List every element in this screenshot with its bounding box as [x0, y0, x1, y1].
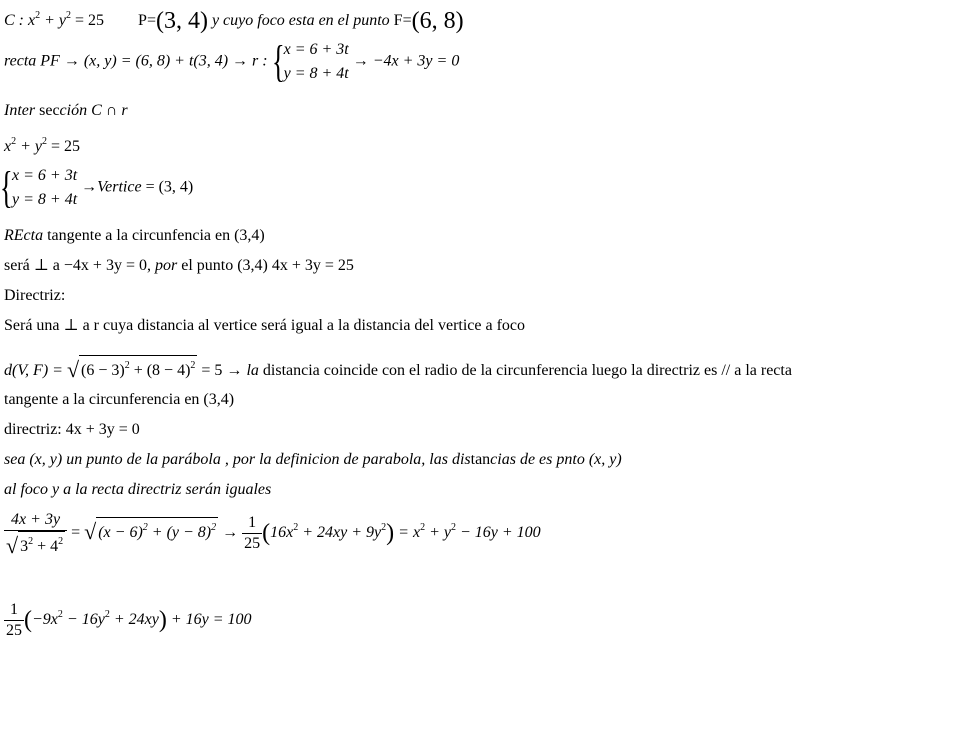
- recta-text: tangente a la circunfencia en (3,4): [43, 227, 265, 244]
- system-row: y = 8 + 4t: [12, 191, 78, 208]
- line-al-foco: [4, 480, 271, 500]
- vertice-value: = (3, 4): [141, 178, 194, 196]
- system-row: x = 6 + 3t: [12, 167, 78, 184]
- system-vertice: [0, 164, 77, 212]
- inter-d: C ∩ r: [87, 102, 128, 119]
- recta-r-implicit: → −4x + 3y = 0: [352, 52, 460, 70]
- focus-label: F=: [393, 12, 412, 29]
- line-directriz-eq: [4, 420, 140, 440]
- line-vertice: [0, 163, 194, 212]
- perp-b: por: [154, 257, 178, 274]
- fraction-one-25: [242, 513, 262, 554]
- sqrt-icon: √: [66, 357, 80, 382]
- paren-open: (: [262, 520, 271, 547]
- recta-pf-param: → (x, y) = (6, 8) + t(3, 4) → r :: [59, 52, 272, 70]
- vertice-label: Vertice: [97, 178, 142, 196]
- eq-circle: C : x: [4, 12, 36, 29]
- den-b: + 4: [33, 538, 59, 555]
- sup: 2: [293, 522, 299, 534]
- point-p-label: P=: [138, 12, 156, 29]
- line-sera-una: [4, 316, 525, 336]
- focus-value: (6, 8): [411, 8, 464, 34]
- line-directriz-heading: [4, 286, 65, 306]
- sea-b: (x, y): [25, 451, 63, 468]
- recta-label: REcta: [4, 227, 44, 244]
- dist-args: (V, F) =: [12, 362, 67, 379]
- arrow-icon: →: [81, 178, 98, 196]
- sup: 2: [66, 10, 72, 21]
- line-circle-eq: [4, 132, 80, 157]
- dist-result: = 5 →: [197, 362, 247, 379]
- frac-den: 25: [244, 535, 261, 552]
- eq-b: + y: [16, 138, 43, 155]
- system-row: y = 8 + 4t: [283, 65, 349, 82]
- eq-a: x: [4, 138, 12, 155]
- sup: 2: [124, 360, 130, 371]
- line-distancia: [4, 355, 792, 381]
- radicand: [18, 531, 65, 557]
- directriz-eq: directriz: 4x + 3y = 0: [4, 421, 140, 438]
- sup: 2: [211, 522, 217, 534]
- inter-c: ción: [59, 102, 88, 119]
- tangente-text: tangente a la circunferencia en (3,4): [4, 391, 235, 408]
- sqrt-icon: √: [6, 533, 19, 558]
- sup: 2: [142, 522, 148, 534]
- frac-num: 1: [242, 513, 262, 534]
- radicand-a: (6 − 3): [81, 362, 125, 379]
- perp-c: el punto (3,4) 4x + 3y = 25: [177, 257, 354, 274]
- poly-c: + 24xy: [109, 611, 159, 629]
- sup: 2: [57, 609, 63, 621]
- sup: 2: [58, 536, 64, 547]
- rhs-b: + y: [425, 524, 451, 542]
- sup: 2: [104, 609, 110, 621]
- line-perpendicular: [4, 256, 354, 276]
- frac-den: 25: [6, 622, 22, 639]
- perp-a: será ⊥ a −4x + 3y = 0,: [4, 257, 155, 274]
- line-sea: [4, 450, 622, 470]
- inter-a: Inter: [4, 102, 40, 119]
- system-row: x = 6 + 3t: [283, 41, 349, 58]
- poly-b: + 24xy + 9y: [298, 524, 382, 542]
- focus-text: y cuyo foco esta en el punto: [207, 12, 394, 29]
- sea-c: un punto de la parábola , por la definicion de parabola, las dis: [62, 451, 471, 468]
- al-foco-text: al foco y a la recta directriz serán iguales: [4, 481, 272, 498]
- den-a: 3: [20, 538, 29, 555]
- dist-d: d: [4, 362, 12, 379]
- dist-la: la: [246, 362, 259, 379]
- frac-den: [4, 531, 67, 557]
- rhs-a: = x: [394, 524, 421, 542]
- inter-b: sec: [39, 102, 60, 119]
- frac-num: 4x + 3y: [4, 510, 67, 531]
- paren-close: ): [158, 607, 167, 634]
- fraction-distance-line: [4, 510, 67, 557]
- line-equation-final: [4, 600, 252, 641]
- line-equation-main: [4, 510, 541, 557]
- fraction-one-25: [4, 600, 24, 641]
- brace-icon: {: [271, 37, 285, 86]
- poly-a: 16x: [270, 524, 294, 542]
- sup: 2: [11, 136, 17, 147]
- eq-circle-b: + y: [40, 12, 67, 29]
- sup: 2: [450, 522, 456, 534]
- eq-circle-c: = 25: [71, 12, 105, 29]
- sup: 2: [190, 360, 196, 371]
- rad-a: (x − 6): [98, 524, 143, 542]
- sup: 2: [28, 536, 34, 547]
- sup: 2: [35, 10, 41, 21]
- rhs: + 16y = 100: [166, 611, 252, 629]
- arrow-icon: →: [218, 524, 243, 542]
- line-interseccion: [4, 101, 128, 121]
- radicand-b: + (8 − 4): [129, 362, 191, 379]
- paren-close: ): [386, 520, 395, 547]
- poly-a: −9x: [32, 611, 58, 629]
- sup: 2: [420, 522, 426, 534]
- poly-b: − 16y: [62, 611, 105, 629]
- system-recta-r: [272, 38, 349, 86]
- sup: 2: [42, 136, 48, 147]
- sea-e: cias de es pnto (x, y): [490, 451, 622, 468]
- line-tangente: [4, 390, 234, 410]
- radicand: [79, 355, 197, 381]
- sqrt-icon: √: [84, 519, 97, 545]
- line-recta-pf: [4, 38, 459, 86]
- recta-pf-label: recta PF: [4, 52, 60, 70]
- rhs-c: − 16y + 100: [455, 524, 541, 542]
- brace-icon: {: [0, 163, 13, 212]
- sera-una-text: Será una ⊥ a r cuya distancia al vertice será igual a la distancia del vertice a foco: [4, 317, 526, 334]
- paren-open: (: [24, 607, 32, 634]
- sea-a: sea: [4, 451, 26, 468]
- eq-sign: =: [67, 524, 85, 542]
- frac-num: 1: [4, 600, 24, 621]
- line-recta-tangente: [4, 226, 265, 246]
- dist-text: distancia coincide con el radio de la circunferencia luego la directriz es // a la recta: [258, 362, 792, 379]
- eq-c: = 25: [47, 138, 81, 155]
- directriz-heading: Directriz:: [4, 287, 66, 304]
- point-p-value: (3, 4): [155, 8, 208, 34]
- rad-b: + (y − 8): [147, 524, 212, 542]
- sup: 2: [381, 522, 387, 534]
- sea-d: tan: [470, 451, 491, 468]
- line-circle-definition: [4, 6, 464, 34]
- radicand: [96, 517, 218, 543]
